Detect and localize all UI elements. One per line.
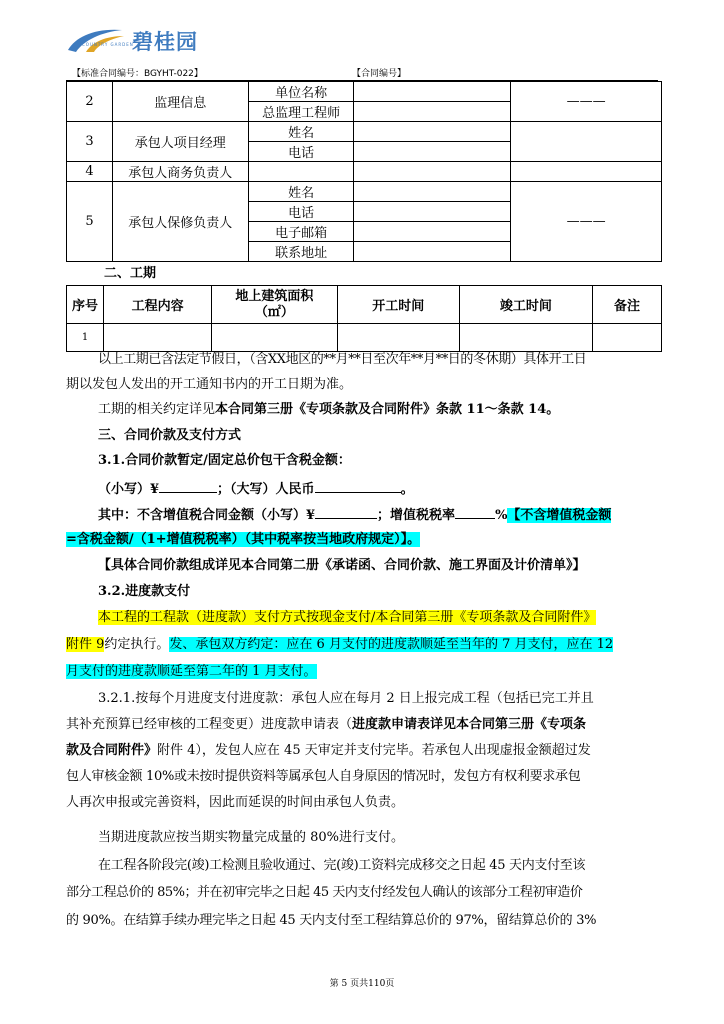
paragraph-line: 以上工期已含法定节假日，（含XX地区的**月**日至次年**月**日的冬休期）具体开工日 <box>98 352 587 367</box>
row-number: 3 <box>67 122 113 162</box>
field-label: 单位名称 <box>248 82 354 102</box>
section-title-contract-price: 3.1.合同价款暂定/固定总价包干含税金额： <box>98 453 351 468</box>
header-cell: 序号 <box>67 286 104 324</box>
table-row <box>67 122 662 142</box>
table-cell <box>592 324 661 352</box>
page-footer: 第 5 页共110页 <box>329 979 395 989</box>
tax-line-cont: =含税金额/（1+增值税税率）（其中税率按当地政府规定）】。 <box>66 532 421 547</box>
tax-amount-blank <box>315 505 377 519</box>
value-cell <box>354 202 511 222</box>
paragraph-line: 期以发包人发出的开工通知书内的开工日期为准。 <box>66 377 353 392</box>
field-label: 总监理工程师 <box>248 102 354 122</box>
remark-cell <box>511 162 662 182</box>
header-cell: 备注 <box>592 286 661 324</box>
value-cell <box>354 222 511 242</box>
row-number: 5 <box>67 182 113 262</box>
paragraph-line: 其补充预算已经审核的工程变更）进度款申请表（进度款申请表详见本合同第三册《专项条 <box>66 717 587 732</box>
table-cell <box>459 324 592 352</box>
value-cell <box>354 142 511 162</box>
header-cell: 竣工时间 <box>459 286 592 324</box>
role-cell: 承包人项目经理 <box>112 122 248 162</box>
role-cell: 承包人保修负责人 <box>112 182 248 262</box>
table-cell <box>212 324 337 352</box>
field-label: 联系地址 <box>248 242 354 262</box>
section-title-progress-payment: 3.2.进度款支付 <box>98 584 191 599</box>
price-amount-line: （小写）¥ ；（大写）人民币 。 <box>66 479 664 498</box>
value-cell <box>354 182 511 202</box>
paragraph-line: 部分工程总价的 85%；并在初审完毕之日起 45 天内支付经发包人确认的该部分工程初审造价 <box>66 885 583 900</box>
amount-small-blank <box>159 479 217 493</box>
paragraph-line: 款及合同附件》附件 4），发包人应在 45 天审定并支付完毕。若承包人出现虚报金额超过发 <box>66 743 591 758</box>
table-row <box>67 182 662 202</box>
field-label: 姓名 <box>248 182 354 202</box>
field-label: 电话 <box>248 142 354 162</box>
role-cell: 承包人商务负责人 <box>112 162 248 182</box>
field-label: 电话 <box>248 202 354 222</box>
section-title-schedule: 二、工期 <box>104 266 157 281</box>
role-cell: 监理信息 <box>112 82 248 122</box>
paragraph-line: 工期的相关约定详见本合同第三册《专项条款及合同附件》条款 11～条款 14。 <box>98 402 560 417</box>
remark-cell <box>511 122 662 162</box>
value-cell <box>354 122 511 142</box>
value-cell <box>354 82 511 102</box>
table-cell: 1 <box>67 324 104 352</box>
row-number: 2 <box>67 82 113 122</box>
paragraph-line: 当期进度款应按当期实物量完成量的 80%进行支付。 <box>98 830 405 845</box>
paragraph-line: 月支付的进度款顺延至第二年的 1 月支付。 <box>66 664 317 679</box>
header-cell: 开工时间 <box>337 286 459 324</box>
paragraph-line: 本工程的工程款（进度款）支付方式按现金支付/本合同第三册《专项条款及合同附件》 <box>98 610 597 625</box>
standard-contract-number: 【标准合同编号：BGYHT-022】 <box>72 69 203 79</box>
brand-subtitle: COUNTRY GARDEN <box>82 42 134 47</box>
header-cell: 地上建筑面积 （㎡） <box>212 286 337 324</box>
tax-rate-blank <box>455 505 495 519</box>
paragraph-line: 包人审核金额 10%或未按时提供资料等属承包人自身原因的情况时，发包方有权利要求承包 <box>66 769 581 784</box>
row-number: 4 <box>67 162 113 182</box>
value-cell <box>354 162 511 182</box>
section-title-payment: 三、合同价款及支付方式 <box>98 428 242 443</box>
paragraph-line: 3.2.1.按每个月进度支付进度款：承包人应在每月 2 日上报完成工程（包括已完工并且 <box>98 691 594 706</box>
table-cell <box>337 324 459 352</box>
table-header-row <box>67 286 662 324</box>
remark-cell: ——— <box>511 82 662 122</box>
price-detail-note: 【具体合同价款组成详见本合同第二册《承诺函、合同价款、施工界面及计价清单》】 <box>98 558 586 573</box>
paragraph-line: 人再次申报或完善资料，因此而延误的时间由承包人负责。 <box>66 795 405 810</box>
remark-cell: ——— <box>511 182 662 262</box>
field-label: 姓名 <box>248 122 354 142</box>
contract-number: 【合同编号】 <box>352 69 407 79</box>
header-cell: 工程内容 <box>104 286 212 324</box>
table-cell <box>104 324 212 352</box>
brand-name: 碧桂园 <box>132 30 198 54</box>
field-label <box>248 162 354 182</box>
table-row <box>67 82 662 102</box>
schedule-table <box>66 285 662 352</box>
field-label: 电子邮箱 <box>248 222 354 242</box>
value-cell <box>354 242 511 262</box>
paragraph-line: 的 90%。在结算手续办理完毕之日起 45 天内支付至工程结算总价的 97%，留结算总价的 3% <box>66 913 597 928</box>
paragraph-line: 在工程各阶段完(竣)工检测且验收通过、完(竣)工资料完成移交之日起 45 天内支付至该 <box>98 858 586 873</box>
paragraph-line: 附件 9约定执行。发、承包双方约定：应在 6 月支付的进度款顺延至当年的 7 月支付，应在 12 <box>66 637 614 652</box>
brand-logo-icon <box>66 26 126 54</box>
contacts-table <box>66 81 662 262</box>
table-row <box>67 324 662 352</box>
table-row <box>67 162 662 182</box>
value-cell <box>354 102 511 122</box>
tax-line: 其中：不含增值税合同金额（小写）¥ ；增值税税率 %【不含增值税金额 <box>66 505 664 524</box>
amount-big-blank <box>315 479 401 493</box>
